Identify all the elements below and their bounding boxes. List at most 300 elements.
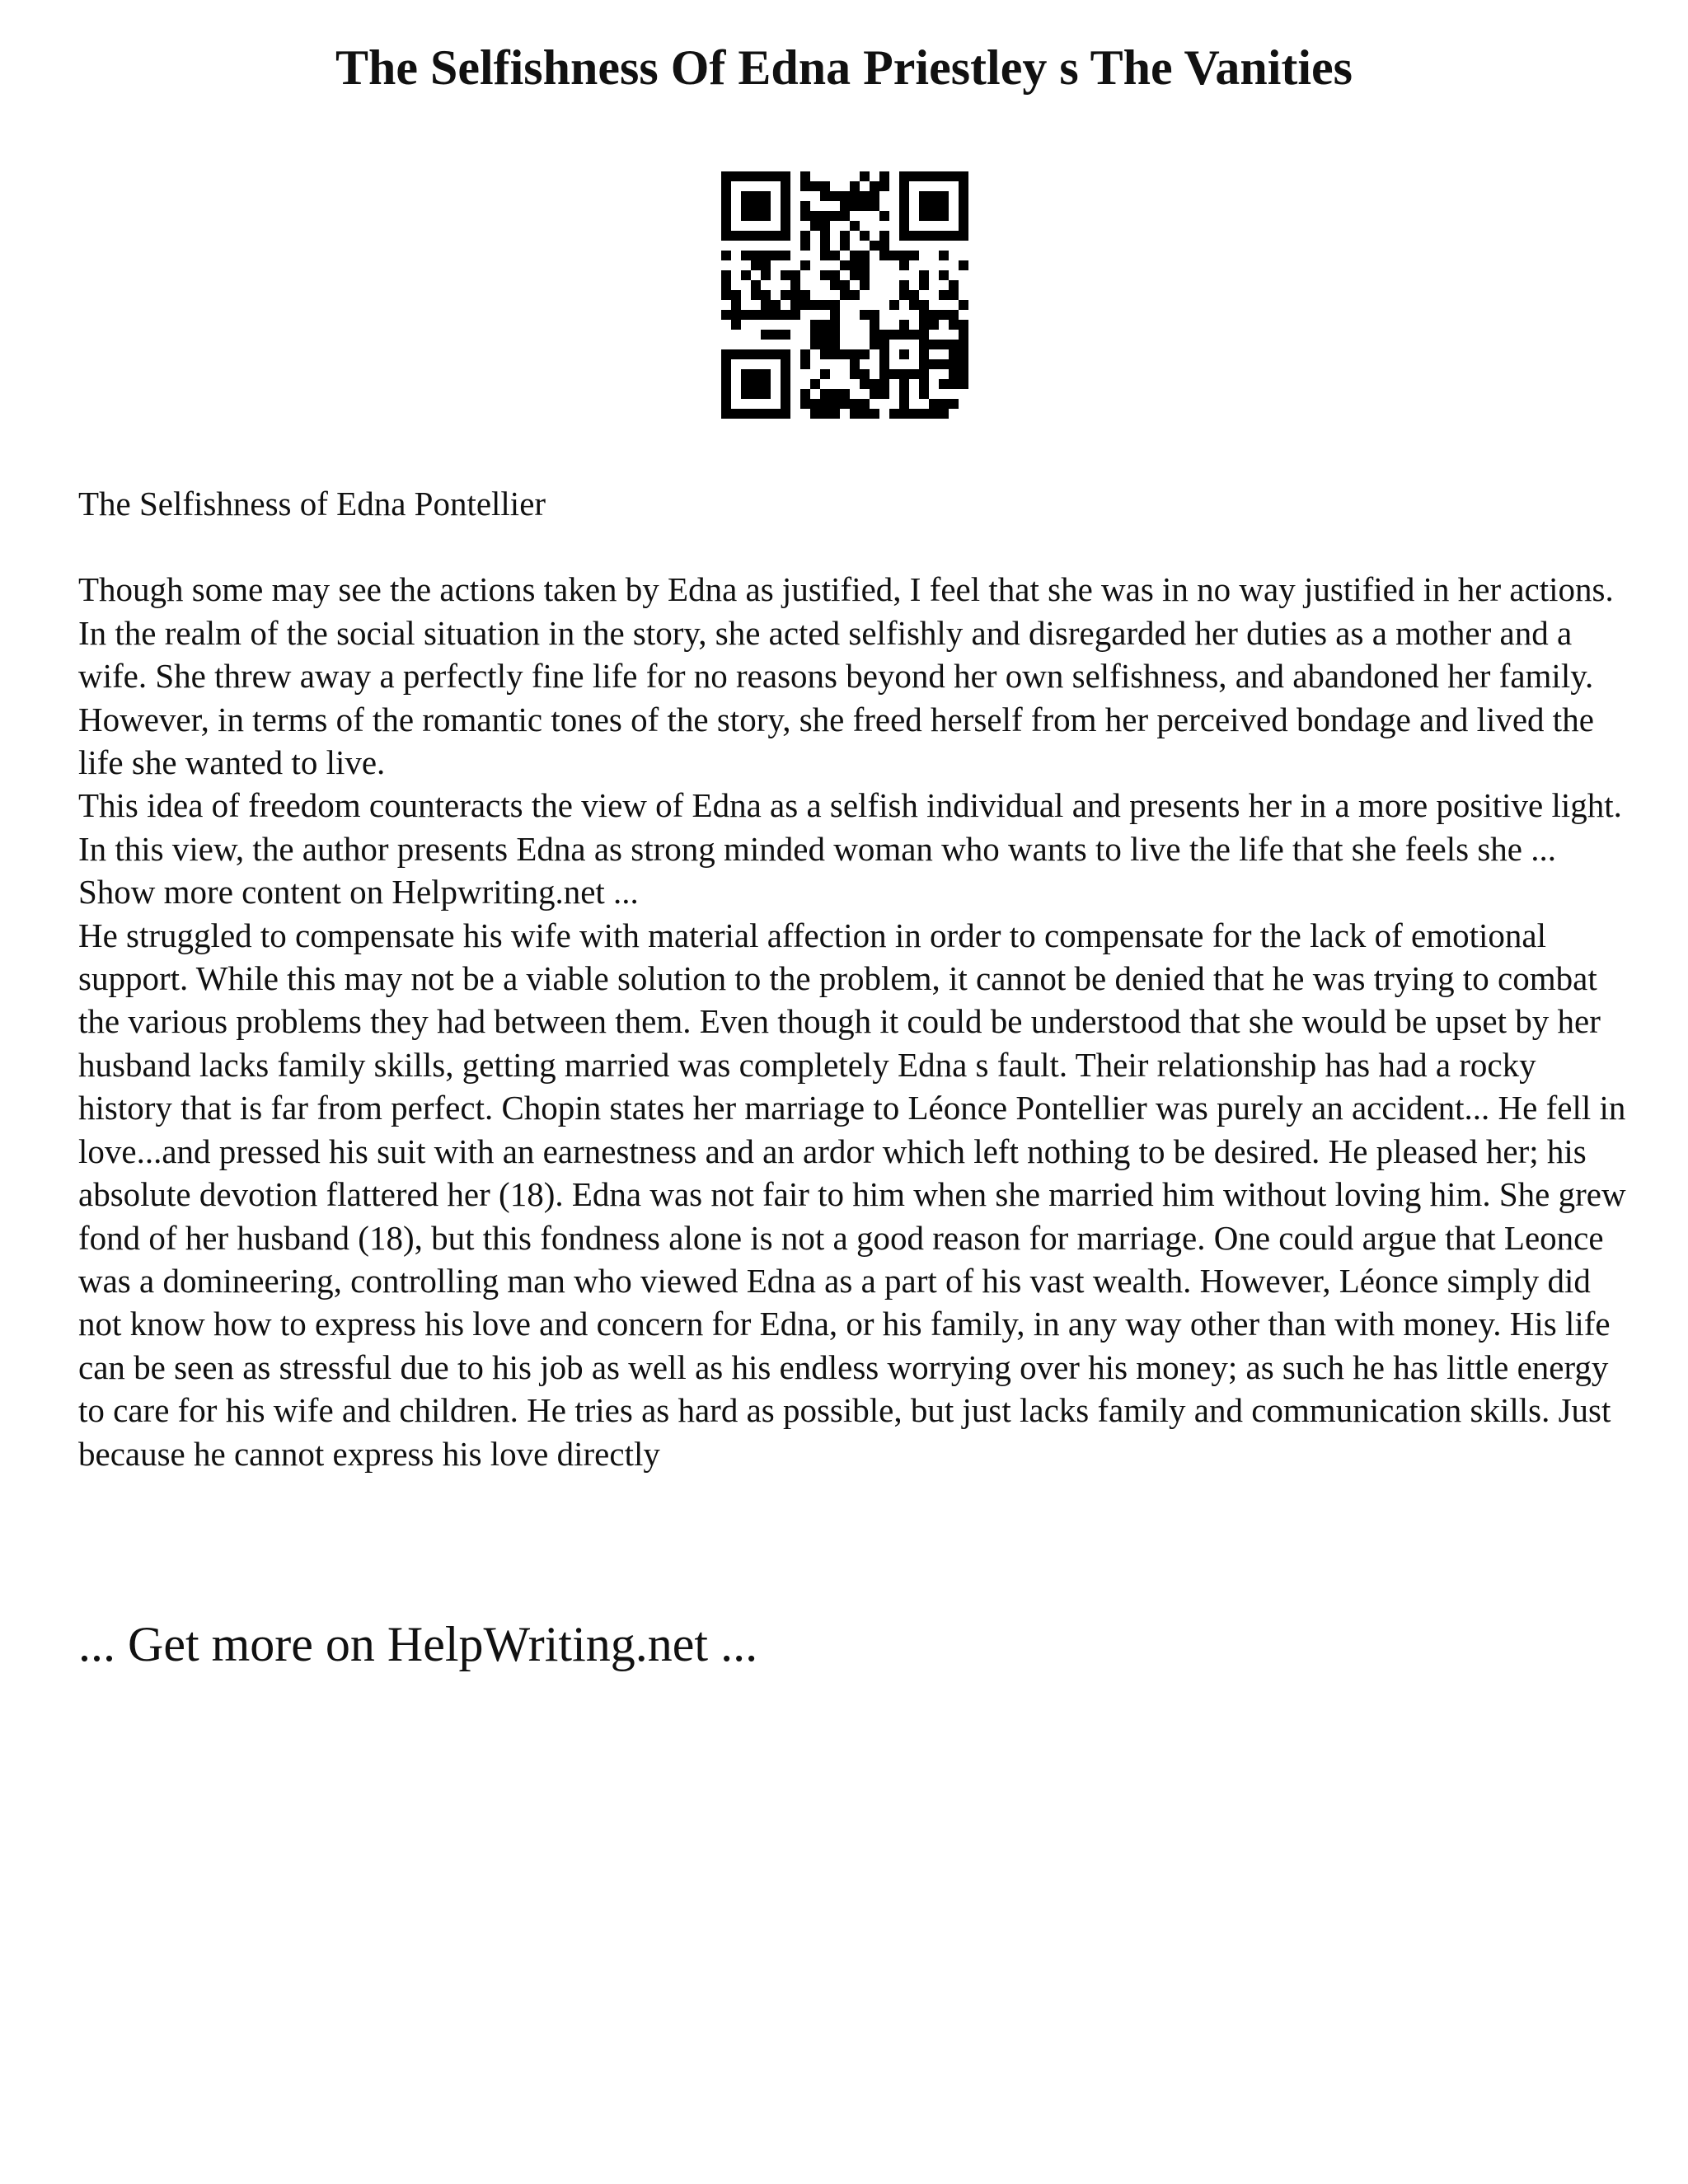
qr-module xyxy=(721,389,731,399)
qr-module xyxy=(741,211,751,221)
qr-module xyxy=(860,171,870,181)
qr-module xyxy=(850,399,860,409)
qr-module xyxy=(959,379,968,389)
qr-module xyxy=(761,260,771,270)
qr-module xyxy=(879,359,889,369)
qr-module xyxy=(850,409,860,419)
qr-module xyxy=(830,409,840,419)
qr-module xyxy=(899,320,909,330)
qr-module xyxy=(781,330,790,340)
qr-module xyxy=(820,300,830,310)
qr-module xyxy=(919,211,929,221)
qr-module xyxy=(870,191,879,201)
qr-module xyxy=(899,379,909,389)
qr-module xyxy=(751,409,761,419)
qr-module xyxy=(909,231,919,241)
qr-module xyxy=(820,251,830,260)
qr-module xyxy=(840,191,850,201)
qr-module xyxy=(939,201,949,211)
qr-module xyxy=(929,211,939,221)
qr-module xyxy=(820,330,830,340)
qr-module xyxy=(850,369,860,379)
qr-module xyxy=(800,171,810,181)
qr-module xyxy=(721,191,731,201)
qr-module xyxy=(899,409,909,419)
qr-module xyxy=(850,290,860,300)
qr-module xyxy=(909,300,919,310)
article-body xyxy=(78,482,1628,1475)
qr-module xyxy=(800,399,810,409)
qr-module xyxy=(850,270,860,280)
qr-module xyxy=(781,349,790,359)
qr-module xyxy=(721,221,731,231)
qr-module xyxy=(820,221,830,231)
qr-module xyxy=(899,211,909,221)
qr-module xyxy=(830,340,840,349)
qr-module xyxy=(850,349,860,359)
qr-module xyxy=(899,191,909,201)
qr-module xyxy=(731,409,741,419)
qr-module xyxy=(741,409,751,419)
qr-module xyxy=(840,201,850,211)
qr-module xyxy=(810,320,820,330)
qr-module xyxy=(959,369,968,379)
qr-module xyxy=(741,171,751,181)
qr-module xyxy=(949,280,959,290)
qr-module xyxy=(810,221,820,231)
qr-module xyxy=(761,191,771,201)
qr-module xyxy=(929,231,939,241)
qr-module xyxy=(820,181,830,191)
qr-module xyxy=(939,191,949,201)
qr-module xyxy=(771,310,781,320)
qr-module xyxy=(949,340,959,349)
qr-module xyxy=(939,359,949,369)
qr-module xyxy=(870,389,879,399)
qr-module xyxy=(959,171,968,181)
qr-module xyxy=(830,330,840,340)
qr-module xyxy=(761,389,771,399)
qr-module xyxy=(899,171,909,181)
section-heading: The Selfishness of Edna Pontellier xyxy=(78,485,546,523)
qr-module xyxy=(929,320,939,330)
qr-module xyxy=(810,300,820,310)
qr-module xyxy=(929,340,939,349)
qr-module xyxy=(800,260,810,270)
qr-module xyxy=(830,280,840,290)
qr-module xyxy=(959,181,968,191)
qr-module xyxy=(909,171,919,181)
qr-module xyxy=(721,201,731,211)
qr-module xyxy=(939,211,949,221)
qr-module xyxy=(741,389,751,399)
qr-module xyxy=(771,231,781,241)
qr-module xyxy=(721,171,731,181)
qr-module xyxy=(899,251,909,260)
qr-module xyxy=(761,310,771,320)
qr-module xyxy=(949,369,959,379)
qr-module xyxy=(949,310,959,320)
qr-module xyxy=(919,191,929,201)
qr-module xyxy=(771,171,781,181)
qr-module xyxy=(761,369,771,379)
qr-module xyxy=(840,389,850,399)
qr-module xyxy=(840,241,850,251)
paragraph-1: Though some may see the actions taken by Edna as justified, I feel that she was in no way justified in her actions. In the realm of the social situation in the story, she acted selfishly and disregarded her duties as a mother and a wife. She threw away a perfectly fine life for no reasons beyond her own selfishness, and abandoned her family. However, in terms of the romantic tones of the story, she freed herself from her perceived bondage and lived the life she wanted to live. xyxy=(78,570,1614,782)
qr-module xyxy=(800,290,810,300)
qr-module xyxy=(820,191,830,201)
qr-module xyxy=(889,251,899,260)
qr-module xyxy=(899,201,909,211)
qr-module xyxy=(899,290,909,300)
qr-module xyxy=(919,340,929,349)
qr-module xyxy=(751,349,761,359)
qr-module xyxy=(919,379,929,389)
qr-module xyxy=(870,310,879,320)
qr-module xyxy=(781,399,790,409)
qr-module xyxy=(800,359,810,369)
qr-module xyxy=(820,270,830,280)
qr-module xyxy=(840,399,850,409)
qr-module xyxy=(959,221,968,231)
qr-module xyxy=(850,260,860,270)
qr-module xyxy=(899,349,909,359)
qr-module xyxy=(840,211,850,221)
qr-module xyxy=(751,290,761,300)
qr-module xyxy=(959,201,968,211)
qr-module xyxy=(751,310,761,320)
qr-module xyxy=(781,221,790,231)
qr-module xyxy=(790,310,800,320)
qr-module xyxy=(919,310,929,320)
qr-module xyxy=(721,290,731,300)
qr-module xyxy=(959,359,968,369)
qr-module xyxy=(850,251,860,260)
qr-module xyxy=(830,349,840,359)
qr-module xyxy=(731,349,741,359)
qr-module xyxy=(860,201,870,211)
qr-module xyxy=(741,191,751,201)
qr-module xyxy=(761,251,771,260)
qr-module xyxy=(889,300,899,310)
qr-module xyxy=(879,241,889,251)
qr-module xyxy=(899,181,909,191)
qr-module xyxy=(830,399,840,409)
qr-module xyxy=(761,409,771,419)
qr-module xyxy=(731,310,741,320)
qr-module xyxy=(721,349,731,359)
qr-module xyxy=(870,330,879,340)
qr-module xyxy=(860,399,870,409)
qr-module xyxy=(830,251,840,260)
qr-module xyxy=(820,349,830,359)
qr-module xyxy=(899,221,909,231)
qr-module xyxy=(899,399,909,409)
qr-module xyxy=(929,191,939,201)
qr-module xyxy=(919,409,929,419)
qr-module xyxy=(820,320,830,330)
qr-module xyxy=(860,379,870,389)
qr-module xyxy=(810,181,820,191)
qr-module xyxy=(751,251,761,260)
qr-module xyxy=(860,280,870,290)
qr-module xyxy=(781,310,790,320)
qr-module xyxy=(820,409,830,419)
qr-module xyxy=(761,211,771,221)
qr-module xyxy=(800,349,810,359)
qr-module xyxy=(721,270,731,280)
qr-module xyxy=(820,211,830,221)
qr-module xyxy=(781,201,790,211)
qr-module xyxy=(939,290,949,300)
qr-module xyxy=(820,231,830,241)
qr-code-icon xyxy=(721,171,968,419)
qr-module xyxy=(741,310,751,320)
qr-module xyxy=(771,300,781,310)
qr-module xyxy=(790,290,800,300)
qr-module xyxy=(761,231,771,241)
get-more-link[interactable]: ... Get more on HelpWriting.net ... xyxy=(78,1617,758,1671)
qr-module xyxy=(840,290,850,300)
qr-module xyxy=(781,369,790,379)
qr-module xyxy=(939,251,949,260)
qr-module xyxy=(919,330,929,340)
qr-module xyxy=(820,369,830,379)
qr-module xyxy=(741,251,751,260)
qr-module xyxy=(929,201,939,211)
qr-module xyxy=(939,231,949,241)
qr-module xyxy=(840,349,850,359)
qr-module xyxy=(909,330,919,340)
qr-module xyxy=(959,340,968,349)
qr-module xyxy=(919,369,929,379)
qr-module xyxy=(870,320,879,330)
qr-module xyxy=(731,320,741,330)
qr-module xyxy=(949,379,959,389)
qr-module xyxy=(919,270,929,280)
qr-module xyxy=(761,300,771,310)
qr-module xyxy=(751,389,761,399)
qr-module xyxy=(919,231,929,241)
qr-module xyxy=(761,201,771,211)
qr-module xyxy=(879,181,889,191)
paragraph-2: This idea of freedom counteracts the view of Edna as a selfish individual and presents her in a more positive light. In this view, the author presents Edna as strong minded woman who wants to live the life that she feels she ... Show more content on Helpwriting.net ... xyxy=(78,786,1622,912)
qr-module xyxy=(781,171,790,181)
qr-module xyxy=(751,211,761,221)
qr-module xyxy=(820,399,830,409)
qr-module xyxy=(909,290,919,300)
qr-module xyxy=(959,231,968,241)
qr-module xyxy=(800,231,810,241)
qr-module xyxy=(800,389,810,399)
qr-module xyxy=(731,171,741,181)
qr-module xyxy=(899,260,909,270)
qr-module xyxy=(919,171,929,181)
qr-module xyxy=(879,231,889,241)
qr-module xyxy=(781,290,790,300)
qr-module xyxy=(879,340,889,349)
qr-module xyxy=(939,379,949,389)
qr-module xyxy=(721,211,731,221)
qr-module xyxy=(741,270,751,280)
qr-module xyxy=(899,369,909,379)
qr-module xyxy=(850,181,860,191)
qr-module xyxy=(909,369,919,379)
qr-module xyxy=(879,349,889,359)
qr-module xyxy=(790,280,800,290)
paragraph-3: He struggled to compensate his wife with material affection in order to compensate for the lack of emotional support. While this may not be a viable solution to the problem, it cannot be denied that he was trying to combat the various problems they had between them. Even though it could be understood that she would be upset by her husband lacks family skills, getting married was completely Edna s fault. Their relationship has had a rocky history that is far from perfect. Chopin states her marriage to Léonce Pontellier was purely an accident... He fell in love...and pressed his suit with an earnestness and an ardor which left nothing to be desired. He pleased her; his absolute devotion flattered her (18). Edna was not fair to him when she married him without loving him. She grew fond of her husband (18), but this fondness alone is not a good reason for marriage. One could argue that Leonce was a domineering, controlling man who viewed Edna as a part of his vast wealth. However, Léonce simply did not know how to express his love and concern for Edna, or his family, in any way other than with money. His life can be seen as stressful due to his job as well as his endless worrying over his money; as such he has little energy to care for his wife and children. He tries as hard as possible, but just lacks family and communication skills. Just because he cannot express his love directly xyxy=(78,916,1626,1473)
qr-module xyxy=(741,231,751,241)
qr-module xyxy=(721,379,731,389)
qr-module xyxy=(929,359,939,369)
qr-module xyxy=(919,359,929,369)
qr-module xyxy=(840,260,850,270)
qr-module xyxy=(879,369,889,379)
qr-module xyxy=(820,340,830,349)
qr-module xyxy=(850,191,860,201)
qr-module xyxy=(781,181,790,191)
qr-module xyxy=(810,340,820,349)
qr-module xyxy=(959,191,968,201)
qr-module xyxy=(949,290,959,300)
qr-module xyxy=(870,201,879,211)
qr-module xyxy=(949,171,959,181)
qr-module xyxy=(830,270,840,280)
qr-module xyxy=(751,369,761,379)
qr-module xyxy=(731,231,741,241)
qr-module xyxy=(771,349,781,359)
qr-module xyxy=(929,310,939,320)
qr-module xyxy=(761,330,771,340)
qr-module xyxy=(870,181,879,191)
qr-module xyxy=(751,231,761,241)
qr-module xyxy=(741,379,751,389)
qr-module xyxy=(751,379,761,389)
qr-module xyxy=(761,379,771,389)
qr-module xyxy=(899,330,909,340)
qr-module xyxy=(830,191,840,201)
qr-module xyxy=(781,211,790,221)
qr-module xyxy=(889,369,899,379)
qr-module xyxy=(800,181,810,191)
qr-module xyxy=(731,290,741,300)
qr-module xyxy=(899,389,909,399)
qr-module xyxy=(731,300,741,310)
qr-module xyxy=(840,231,850,241)
qr-module xyxy=(781,251,790,260)
qr-module xyxy=(771,251,781,260)
qr-module xyxy=(949,349,959,359)
qr-module xyxy=(741,201,751,211)
qr-module xyxy=(889,330,899,340)
qr-module xyxy=(939,340,949,349)
qr-module xyxy=(790,300,800,310)
qr-module xyxy=(721,359,731,369)
qr-module xyxy=(899,231,909,241)
qr-module xyxy=(781,231,790,241)
qr-module xyxy=(751,191,761,201)
qr-module xyxy=(860,369,870,379)
qr-module xyxy=(879,171,889,181)
document-title: The Selfishness Of Edna Priestley s The Vanities xyxy=(335,40,1353,95)
qr-module xyxy=(860,251,870,260)
qr-module xyxy=(939,310,949,320)
qr-module xyxy=(810,409,820,419)
qr-module xyxy=(899,280,909,290)
qr-module xyxy=(761,349,771,359)
qr-module xyxy=(909,251,919,260)
qr-module xyxy=(929,399,939,409)
qr-module xyxy=(939,399,949,409)
qr-module xyxy=(751,171,761,181)
qr-module xyxy=(781,191,790,201)
qr-module xyxy=(761,171,771,181)
qr-module xyxy=(870,379,879,389)
qr-module xyxy=(860,260,870,270)
qr-module xyxy=(959,320,968,330)
qr-module xyxy=(959,349,968,359)
qr-module xyxy=(959,211,968,221)
qr-module xyxy=(810,379,820,389)
qr-module xyxy=(870,241,879,251)
qr-module xyxy=(919,320,929,330)
qr-module xyxy=(879,211,889,221)
qr-module xyxy=(721,310,731,320)
qr-module xyxy=(751,280,761,290)
qr-module xyxy=(959,300,968,310)
qr-module xyxy=(919,389,929,399)
qr-module xyxy=(929,171,939,181)
qr-module xyxy=(919,280,929,290)
qr-module xyxy=(741,369,751,379)
qr-module xyxy=(800,211,810,221)
qr-module xyxy=(751,260,761,270)
qr-module xyxy=(721,409,731,419)
qr-module xyxy=(879,389,889,399)
qr-module xyxy=(800,241,810,251)
qr-module xyxy=(721,399,731,409)
qr-module xyxy=(721,369,731,379)
qr-module xyxy=(830,389,840,399)
qr-module xyxy=(870,340,879,349)
qr-module xyxy=(939,270,949,280)
qr-module xyxy=(830,310,840,320)
qr-module xyxy=(751,201,761,211)
qr-module xyxy=(781,389,790,399)
qr-module xyxy=(741,349,751,359)
qr-module xyxy=(850,221,860,231)
qr-module xyxy=(959,330,968,340)
qr-module xyxy=(929,409,939,419)
qr-module xyxy=(860,270,870,280)
qr-module xyxy=(919,300,929,310)
qr-module xyxy=(800,201,810,211)
qr-module xyxy=(771,409,781,419)
qr-module xyxy=(800,300,810,310)
qr-module xyxy=(949,359,959,369)
qr-module xyxy=(830,300,840,310)
qr-module xyxy=(761,290,771,300)
qr-module xyxy=(889,409,899,419)
qr-module xyxy=(810,330,820,340)
qr-module xyxy=(959,260,968,270)
qr-module xyxy=(860,310,870,320)
qr-module xyxy=(721,251,731,260)
qr-module xyxy=(850,359,860,369)
qr-module xyxy=(840,280,850,290)
qr-module xyxy=(879,251,889,260)
qr-module xyxy=(781,359,790,369)
